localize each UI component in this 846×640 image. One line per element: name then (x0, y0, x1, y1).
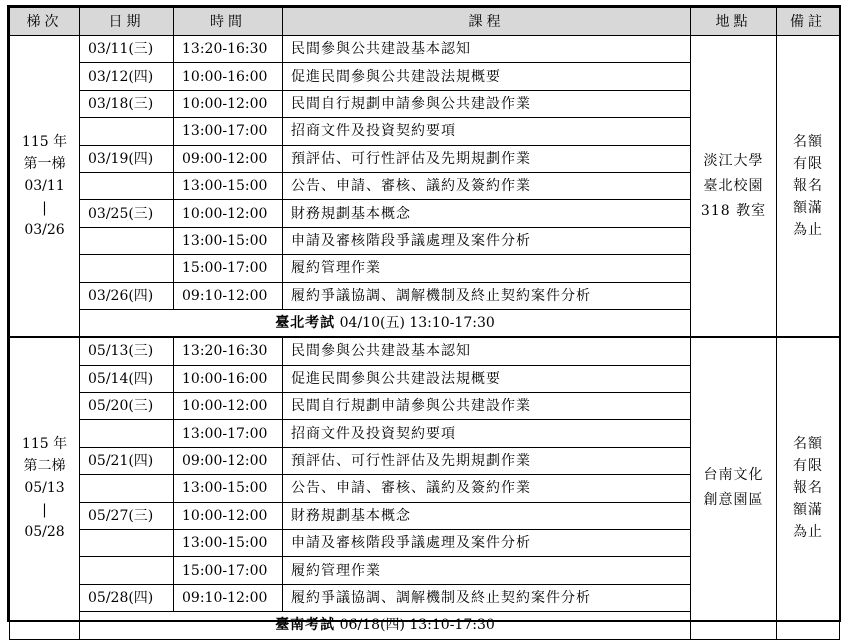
course-cell: 履約爭議協調、調解機制及終止契約案件分析 (283, 282, 691, 309)
course-cell: 招商文件及投資契約要項 (283, 118, 691, 145)
date-cell: 03/11(三) (80, 36, 174, 63)
term-cell (10, 337, 80, 639)
course-cell: 民間參與公共建設基本認知 (283, 36, 691, 63)
header-row (10, 8, 840, 36)
note-cell (777, 36, 840, 338)
exam-time: 06/18(四) 13:10-17:30 (339, 617, 495, 634)
time-cell: 10:00-16:00 (174, 365, 283, 392)
course-cell: 招商文件及投資契約要項 (283, 420, 691, 447)
time-cell: 09:10-12:00 (174, 282, 283, 309)
term-line: 第一梯 (23, 156, 66, 173)
date-cell (80, 420, 174, 447)
date-cell: 03/18(三) (80, 90, 174, 117)
date-cell: 03/19(四) (80, 145, 174, 172)
term-line: 03/11 (24, 178, 65, 195)
term-line: | (42, 502, 47, 519)
schedule-table-frame (7, 5, 841, 634)
course-cell: 申請及審核階段爭議處理及案件分析 (283, 227, 691, 254)
note-line: 名額 (793, 436, 823, 453)
time-cell: 09:00-12:00 (174, 447, 283, 474)
course-cell: 履約管理作業 (283, 255, 691, 282)
time-cell: 09:10-12:00 (174, 584, 283, 611)
location-line: 臺北校園 (703, 177, 764, 194)
note-line: 有限 (793, 458, 823, 475)
note-line: 為止 (793, 524, 823, 541)
location-cell (691, 36, 777, 338)
date-cell: 05/28(四) (80, 584, 174, 611)
date-cell: 05/21(四) (80, 447, 174, 474)
term-line: 05/13 (24, 480, 65, 497)
time-cell: 10:00-12:00 (174, 200, 283, 227)
time-cell: 13:20-16:30 (174, 337, 283, 365)
date-cell (80, 530, 174, 557)
time-cell: 13:00-17:00 (174, 118, 283, 145)
location-cell (691, 337, 777, 639)
exam-time: 04/10(五) 13:10-17:30 (339, 315, 495, 332)
location-line: 台南文化 (703, 467, 764, 484)
time-cell: 13:20-16:30 (174, 36, 283, 63)
date-cell: 03/26(四) (80, 282, 174, 309)
term-cell (10, 36, 80, 338)
time-cell: 13:00-15:00 (174, 530, 283, 557)
time-cell: 13:00-15:00 (174, 172, 283, 199)
schedule-body (10, 36, 840, 640)
table-row (10, 36, 840, 63)
date-cell (80, 118, 174, 145)
course-cell: 公告、申請、審核、議約及簽約作業 (283, 475, 691, 502)
header-note: 備註 (777, 8, 840, 36)
course-cell: 財務規劃基本概念 (283, 502, 691, 529)
note-line: 報名 (793, 480, 823, 497)
time-cell: 10:00-12:00 (174, 393, 283, 420)
time-cell: 15:00-17:00 (174, 557, 283, 584)
note-line: 名額 (793, 134, 823, 151)
note-line: 有限 (793, 156, 823, 173)
date-cell (80, 172, 174, 199)
date-cell: 05/13(三) (80, 337, 174, 365)
course-cell: 公告、申請、審核、議約及簽約作業 (283, 172, 691, 199)
date-cell: 03/25(三) (80, 200, 174, 227)
time-cell: 10:00-12:00 (174, 502, 283, 529)
location-line: 318 教室 (700, 202, 767, 219)
exam-label: 臺南考試 (275, 617, 336, 634)
note-line: 額滿 (793, 200, 823, 217)
header-time: 時間 (174, 8, 283, 36)
time-cell: 10:00-16:00 (174, 63, 283, 90)
note-line: 為止 (793, 222, 823, 239)
course-cell: 促進民間參與公共建設法規概要 (283, 63, 691, 90)
time-cell: 13:00-15:00 (174, 475, 283, 502)
course-cell: 民間參與公共建設基本認知 (283, 337, 691, 365)
exam-label: 臺北考試 (275, 315, 336, 332)
note-cell (777, 337, 840, 639)
time-cell: 15:00-17:00 (174, 255, 283, 282)
date-cell: 05/14(四) (80, 365, 174, 392)
date-cell (80, 557, 174, 584)
course-cell: 預評估、可行性評估及先期規劃作業 (283, 145, 691, 172)
course-cell: 履約爭議協調、調解機制及終止契約案件分析 (283, 584, 691, 611)
date-cell (80, 475, 174, 502)
term-line: 115 年 (21, 134, 68, 151)
term-line: 115 年 (21, 436, 68, 453)
term-line: | (42, 200, 47, 217)
course-cell: 財務規劃基本概念 (283, 200, 691, 227)
exam-cell (80, 309, 691, 337)
header-term: 梯次 (10, 8, 80, 36)
time-cell: 10:00-12:00 (174, 90, 283, 117)
term-line: 03/26 (24, 222, 65, 239)
time-cell: 09:00-12:00 (174, 145, 283, 172)
time-cell: 13:00-15:00 (174, 227, 283, 254)
course-cell: 履約管理作業 (283, 557, 691, 584)
course-cell: 民間自行規劃申請參與公共建設作業 (283, 393, 691, 420)
schedule-table (9, 7, 840, 640)
course-cell: 申請及審核階段爭議處理及案件分析 (283, 530, 691, 557)
header-location: 地點 (691, 8, 777, 36)
term-line: 05/28 (24, 524, 65, 541)
header-date: 日期 (80, 8, 174, 36)
note-line: 額滿 (793, 502, 823, 519)
table-row (10, 337, 840, 365)
course-cell: 促進民間參與公共建設法規概要 (283, 365, 691, 392)
exam-cell (80, 612, 691, 639)
date-cell (80, 255, 174, 282)
location-line: 淡江大學 (703, 152, 764, 169)
date-cell (80, 227, 174, 254)
course-cell: 預評估、可行性評估及先期規劃作業 (283, 447, 691, 474)
time-cell: 13:00-17:00 (174, 420, 283, 447)
term-line: 第二梯 (23, 458, 66, 475)
note-line: 報名 (793, 178, 823, 195)
date-cell: 03/12(四) (80, 63, 174, 90)
course-cell: 民間自行規劃申請參與公共建設作業 (283, 90, 691, 117)
date-cell: 05/20(三) (80, 393, 174, 420)
date-cell: 05/27(三) (80, 502, 174, 529)
location-line: 創意園區 (703, 492, 764, 509)
header-course: 課程 (283, 8, 691, 36)
